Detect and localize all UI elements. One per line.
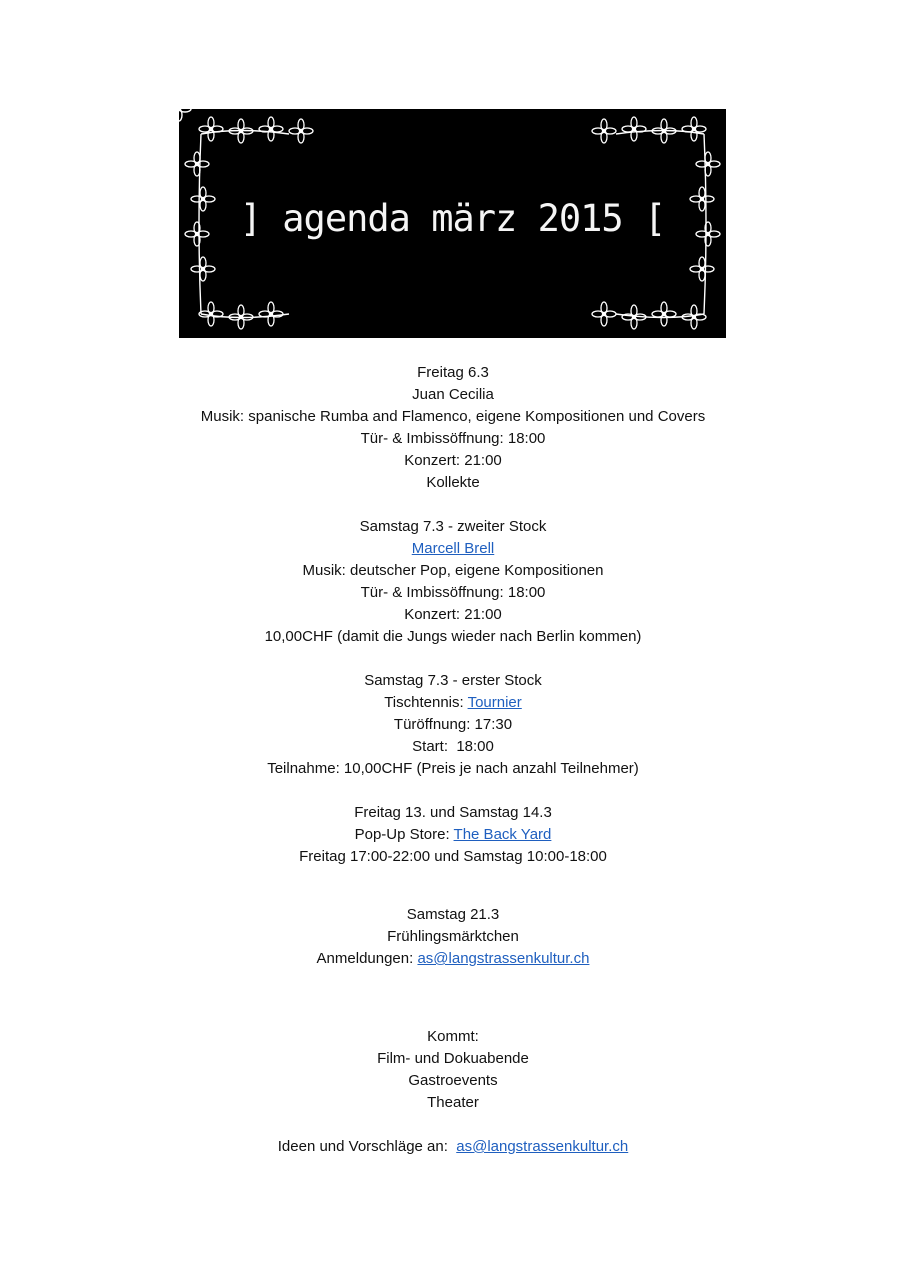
event-date: Samstag 7.3 - zweiter Stock: [359, 518, 547, 535]
event-label: Anmeldungen:: [316, 950, 418, 967]
event-concert: Konzert: 21:00: [404, 606, 502, 623]
event-times: Freitag 17:00-22:00 und Samstag 10:00-18:00: [299, 848, 607, 865]
event-label: Tischtennis:: [384, 694, 468, 711]
header-banner: [179, 109, 726, 338]
banner-title: ] agenda märz 2015 [: [239, 197, 666, 240]
tournament-link[interactable]: Tournier: [467, 694, 522, 711]
contact-email-link[interactable]: as@langstrassenkultur.ch: [456, 1138, 629, 1155]
event-price: Kollekte: [426, 474, 480, 491]
event-5: [0, 904, 906, 970]
event-price: Teilnahme: 10,00CHF (Preis je nach anzahl Teilnehmer): [267, 760, 639, 777]
event-doors: Tür- & Imbissöffnung: 18:00: [360, 584, 546, 601]
agenda-content: [0, 362, 906, 1158]
event-price: 10,00CHF (damit die Jungs wieder nach Berlin kommen): [264, 628, 642, 645]
event-title: Frühlingsmärktchen: [387, 928, 519, 945]
contact-line: [0, 1136, 906, 1158]
event-2: [0, 516, 906, 648]
upcoming-section: [0, 1026, 906, 1114]
event-date: Samstag 21.3: [406, 906, 500, 923]
contact-label: Ideen und Vorschläge an:: [277, 1138, 457, 1155]
event-3: [0, 670, 906, 780]
event-4: [0, 802, 906, 868]
event-date: Freitag 6.3: [417, 364, 489, 381]
upcoming-item: Film- und Dokuabende: [377, 1050, 529, 1067]
upcoming-heading: Kommt:: [427, 1028, 479, 1045]
event-doors: Tür- & Imbissöffnung: 18:00: [360, 430, 546, 447]
upcoming-item: Gastroevents: [408, 1072, 498, 1089]
event-artist: Juan Cecilia: [412, 386, 494, 403]
artist-link[interactable]: Marcell Brell: [411, 540, 495, 557]
event-music: Musik: spanische Rumba and Flamenco, eigene Kompositionen und Covers: [200, 408, 706, 425]
event-music: Musik: deutscher Pop, eigene Kompositionen: [302, 562, 604, 579]
event-1: [0, 362, 906, 494]
upcoming-item: Theater: [427, 1094, 479, 1111]
event-date: Samstag 7.3 - erster Stock: [364, 672, 542, 689]
event-doors: Türöffnung: 17:30: [393, 716, 513, 733]
event-label: Pop-Up Store:: [354, 826, 454, 843]
event-start: Start: 18:00: [412, 738, 494, 755]
email-link[interactable]: as@langstrassenkultur.ch: [417, 950, 590, 967]
store-link[interactable]: The Back Yard: [453, 826, 552, 843]
event-concert: Konzert: 21:00: [404, 452, 502, 469]
event-date: Freitag 13. und Samstag 14.3: [354, 804, 552, 821]
